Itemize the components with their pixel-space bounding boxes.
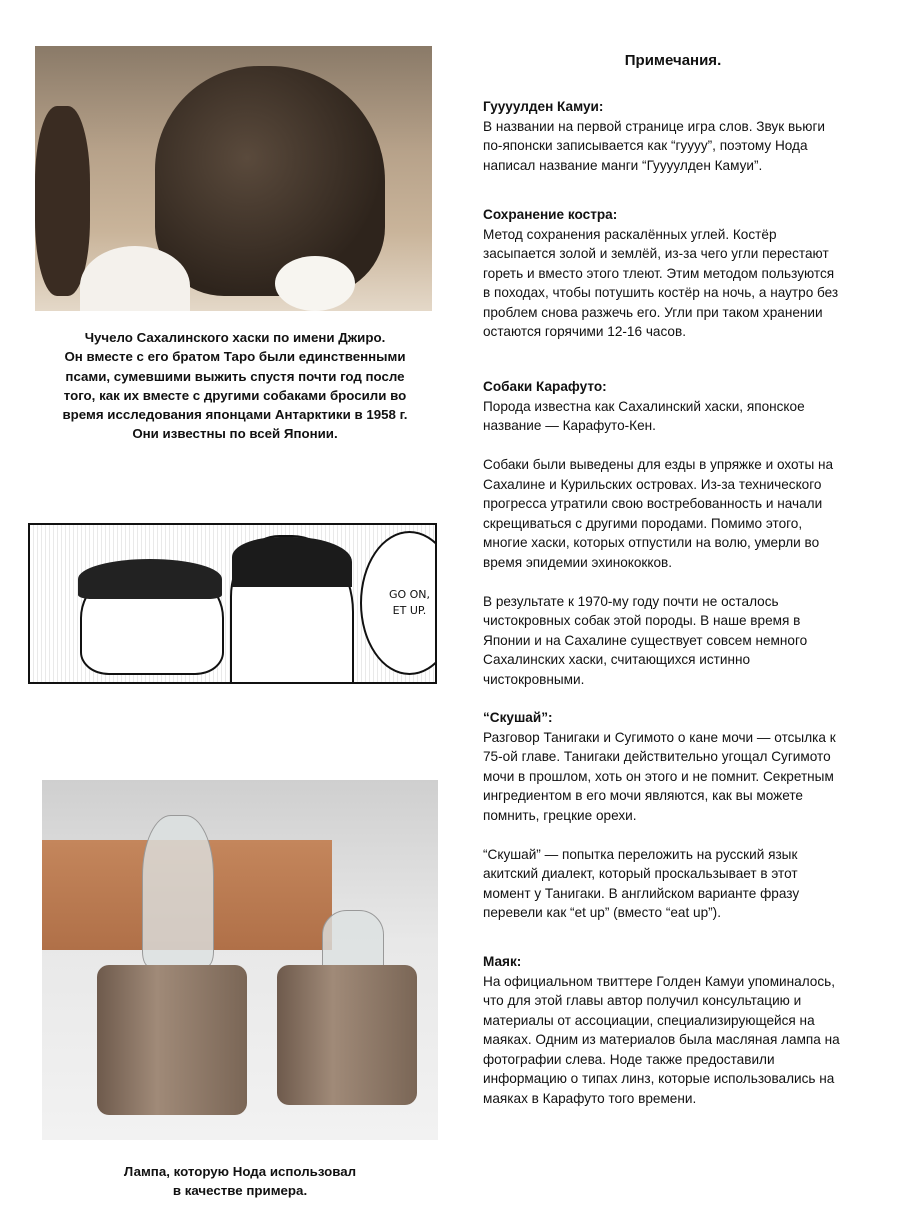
speech-bubble: GO ON, ET UP. bbox=[360, 531, 437, 675]
note-heading: Гуууулден Камуи: bbox=[483, 99, 604, 114]
note-heading: Маяк: bbox=[483, 954, 522, 969]
oil-lamp bbox=[277, 965, 417, 1105]
lamp-photo-caption: Лампа, которую Нода использовал в качестве примера. bbox=[123, 1164, 357, 1199]
manga-character-soldier bbox=[80, 561, 224, 675]
oil-lamp bbox=[97, 965, 247, 1115]
note-heading: Сохранение костра: bbox=[483, 207, 618, 222]
note-heading: “Скушай”: bbox=[483, 710, 553, 725]
dog-figure bbox=[155, 66, 385, 296]
manga-character-man bbox=[230, 535, 354, 684]
dog-tail bbox=[275, 256, 355, 311]
note-karafuto-dogs bbox=[483, 377, 893, 689]
manga-panel bbox=[28, 523, 437, 684]
lamp-glass bbox=[322, 910, 384, 972]
note-paragraph: На официальном твиттере Голден Камуи упоминалось, что для этой главы автор получил консультацию и материалы от ассоциации, специализирующейся на маяках. Одним из материалов была масляная лампа на фотографии слева. Ноде также предоставили информацию о типах линз, которые использовались на маяках в Карафуто того времени. bbox=[483, 973, 840, 1106]
lamp-glass bbox=[142, 815, 214, 967]
dog-figure bbox=[35, 106, 90, 296]
note-paragraph: Порода известна как Сахалинский хаски, японское название — Карафуто-Кен. bbox=[483, 398, 805, 433]
note-golden-kamuy bbox=[483, 97, 893, 175]
note-paragraph: В названии на первой странице игра слов. Звук вьюги по-японски записывается как “гуууу”, поэтому Нода написал название манги “Гуууулден Камуи”. bbox=[483, 118, 826, 173]
note-paragraph: Собаки были выведены для езды в упряжке и охоты на Сахалине и Курильских островах. Из-за технического прогресса утратили свою востребованность и начали скрещиваться с другими породами. Помимо этого, многие хаски, которых отпустили на волю, умерли во время эпидемии эхинококков. bbox=[483, 457, 834, 570]
note-eat-up bbox=[483, 708, 893, 923]
note-paragraph: Разговор Танигаки и Сугимото о кане мочи — отсылка к 75-ой главе. Танигаки действительно угощал Сугимото мочи в прошлом, хоть он этого и не помнит. Секретным ингредиентом в его мочи являются, как вы можете помнить, грецкие орехи. bbox=[483, 729, 836, 823]
note-lighthouse bbox=[483, 952, 893, 1108]
note-heading: Собаки Карафуто: bbox=[483, 379, 607, 394]
page-title: Примечания. bbox=[624, 52, 722, 69]
note-paragraph: В результате к 1970-му году почти не осталось чистокровных собак этой породы. В наше время в Японии и на Сахалине существует совсем немного Сахалинских хаски, считающихся истинно чистокровными. bbox=[483, 593, 808, 687]
note-paragraph: “Скушай” — попытка переложить на русский язык акитский диалект, который проскальзывает в этот момент у Танигаки. В английском варианте фразу перевели как “et up” (вместо “eat up”). bbox=[483, 846, 800, 920]
stuffed-husky-photo bbox=[35, 46, 432, 311]
note-paragraph: Метод сохранения раскалённых углей. Костёр засыпается золой и землёй, из-за чего угли перестают гореть и вместо этого тлеют. Этим методом пользуются в походах, чтобы потушить костёр на ночь, а наутро без проблем снова разжечь его. Угли при таком хранении остаются горячими 12-16 часов. bbox=[483, 226, 839, 339]
oil-lamp-photo bbox=[42, 780, 438, 1140]
dog-photo-caption: Чучело Сахалинского хаски по имени Джиро. Он вместе с его братом Таро были единственными псами, сумевшими выжить спустя почти год после того, как их вместе с другими собаками бросили во время исследования японцами Антарктики в 1958 г. Они известны по всей Японии. bbox=[62, 330, 408, 442]
note-fire-preservation bbox=[483, 205, 893, 342]
